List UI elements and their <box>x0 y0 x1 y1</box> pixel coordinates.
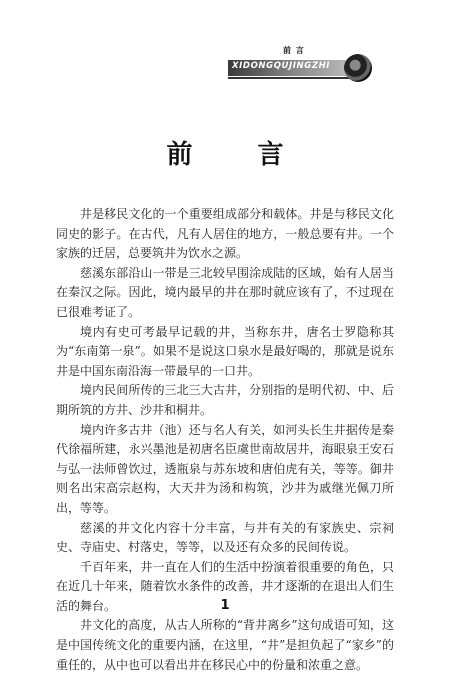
paragraph: 井是移民文化的一个重要组成部分和载体。井是与移民文化同史的影子。在古代，凡有人居住的地方，一般总要有井。一个家族的迁居，总要筑井为饮水之源。 <box>56 207 394 261</box>
page-title: 前 言 <box>166 140 312 170</box>
running-header <box>0 0 450 90</box>
paragraph: 慈溪东部沿山一带是三北较早围涂成陆的区域，始有人居当在秦汉之际。因此，境内最早的井在那时就应该有了，不过现在已很难考证了。 <box>56 265 394 319</box>
paragraph: 境内有史可考最早记载的井，当称东井，唐名士罗隐称其为“东南第一泉”。如果不是说这口泉水是最好喝的，那就是说东井是中国东南沿海一带最早的一口井。 <box>56 324 394 378</box>
paragraph: 慈溪的井文化内容十分丰富，与井有关的有家族史、宗祠史、寺庙史、村落史，等等，以及还有众多的民间传说。 <box>56 520 394 555</box>
page-number: 1 <box>220 598 230 613</box>
book-emblem-icon <box>344 54 372 82</box>
paragraph: 千百年来，井一直在人们的生活中扮演着很重要的角色，只在近几十年来，随着饮水条件的改善，井才逐渐的在退出人们生活的舞台。 <box>56 559 394 613</box>
paragraph: 境内许多古井（池）还与名人有关，如河头长生井据传是秦代徐福所建，永兴墨池是初唐名臣虞世南故居井，海眼泉王安石与弘一法师曾饮过，透瓶泉与苏东坡和唐伯虎有关，等等。御井则名出宋高宗赵构，大天井为汤和构筑，沙井为戚继光佩刀所出，等等。 <box>56 422 394 515</box>
paragraph: 井文化的高度，从古人所称的“背井离乡”这句成语可知，这是中国传统文化的重要内涵，在这里，“井”是担负起了“家乡”的重任的，从中也可以看出井在移民心中的份量和浓重之意。 <box>56 618 394 672</box>
header-section-label: 前 言 <box>283 46 305 55</box>
header-rule <box>228 77 352 79</box>
header-pinyin-text: XIDONGQUJINGZHI <box>232 61 331 71</box>
paragraph: 境内民间所传的三北三大古井，分别指的是明代初、中、后期所筑的方井、沙井和桐井。 <box>56 383 394 417</box>
